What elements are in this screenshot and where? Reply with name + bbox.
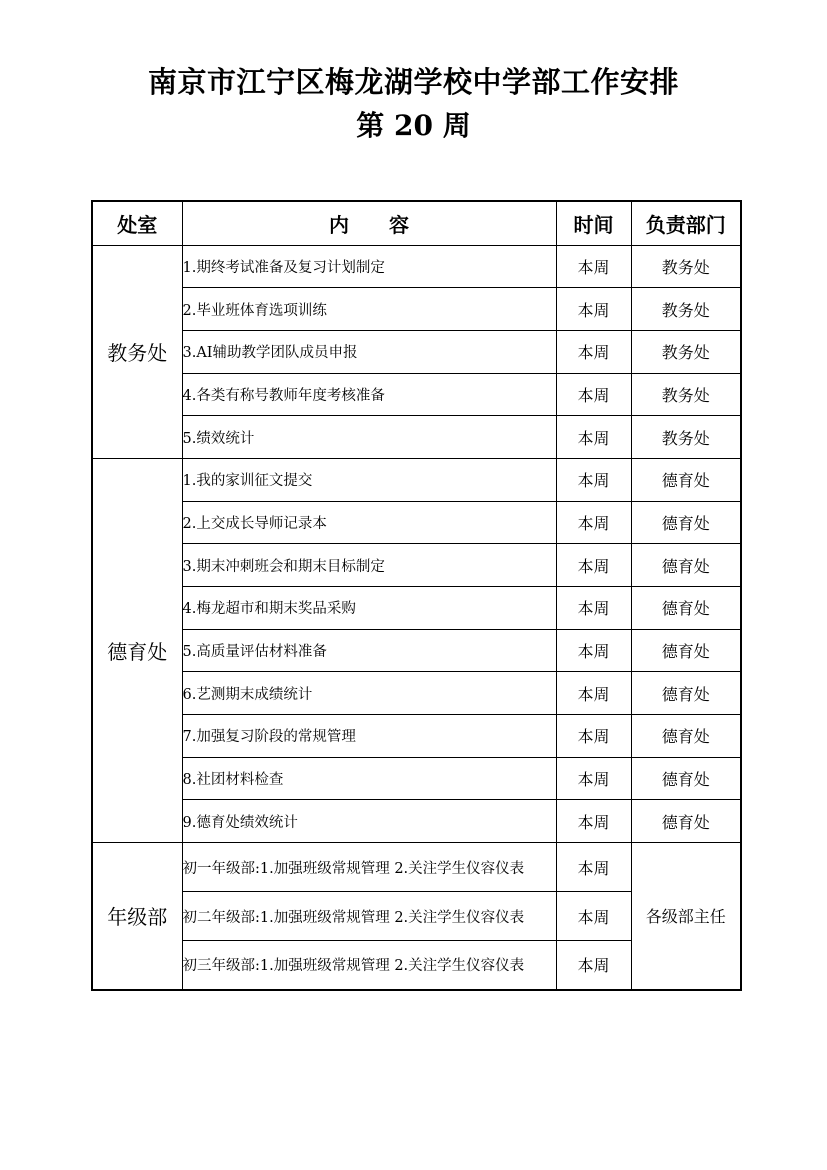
table-row: [92, 843, 741, 892]
department-cell: 德育处: [631, 757, 741, 800]
content-cell: 初二年级部:1.加强班级常规管理 2.关注学生仪容仪表: [182, 892, 556, 941]
content-cell: 4.梅龙超市和期末奖品采购: [182, 587, 556, 630]
department-cell: 德育处: [631, 501, 741, 544]
time-cell: 本周: [556, 672, 631, 715]
table-row: [92, 501, 741, 544]
time-cell: 本周: [556, 843, 631, 892]
header-office: 处室: [92, 201, 182, 245]
time-cell: 本周: [556, 757, 631, 800]
table-row: [92, 373, 741, 416]
header-department: 负责部门: [631, 201, 741, 245]
time-cell: 本周: [556, 587, 631, 630]
department-cell: 德育处: [631, 544, 741, 587]
office-group-nianjibu: 年级部: [92, 843, 182, 990]
content-cell: 2.上交成长导师记录本: [182, 501, 556, 544]
time-cell: 本周: [556, 800, 631, 843]
content-cell: 4.各类有称号教师年度考核准备: [182, 373, 556, 416]
department-cell: 德育处: [631, 587, 741, 630]
time-cell: 本周: [556, 629, 631, 672]
department-cell: 德育处: [631, 458, 741, 501]
table-row: [92, 629, 741, 672]
table-row: [92, 288, 741, 331]
time-cell: 本周: [556, 941, 631, 990]
time-cell: 本周: [556, 373, 631, 416]
office-group-deyuchu: 德育处: [92, 458, 182, 842]
table-row: [92, 587, 741, 630]
department-cell: 教务处: [631, 416, 741, 459]
document-title: 南京市江宁区梅龙湖学校中学部工作安排: [147, 65, 679, 99]
time-cell: 本周: [556, 544, 631, 587]
content-cell: 7.加强复习阶段的常规管理: [182, 715, 556, 758]
content-cell: 6.艺测期末成绩统计: [182, 672, 556, 715]
table-row: [92, 416, 741, 459]
table-row: [92, 330, 741, 373]
content-cell: 5.高质量评估材料准备: [182, 629, 556, 672]
table-row: [92, 672, 741, 715]
time-cell: 本周: [556, 288, 631, 331]
department-cell-merged: 各级部主任: [631, 843, 741, 990]
content-cell: 3.期末冲刺班会和期末目标制定: [182, 544, 556, 587]
work-schedule-table: [91, 200, 742, 991]
content-cell: 9.德育处绩效统计: [182, 800, 556, 843]
department-cell: 教务处: [631, 373, 741, 416]
table-header-row: [92, 201, 741, 245]
time-cell: 本周: [556, 245, 631, 288]
time-cell: 本周: [556, 501, 631, 544]
time-cell: 本周: [556, 715, 631, 758]
time-cell: 本周: [556, 330, 631, 373]
table-row: [92, 458, 741, 501]
content-cell: 8.社团材料检查: [182, 757, 556, 800]
department-cell: 教务处: [631, 288, 741, 331]
content-cell: 初三年级部:1.加强班级常规管理 2.关注学生仪容仪表: [182, 941, 556, 990]
content-cell: 2.毕业班体育选项训练: [182, 288, 556, 331]
department-cell: 德育处: [631, 715, 741, 758]
department-cell: 德育处: [631, 629, 741, 672]
department-cell: 教务处: [631, 245, 741, 288]
table-row: [92, 245, 741, 288]
content-cell: 1.我的家训征文提交: [182, 458, 556, 501]
content-cell: 3.AI辅助教学团队成员申报: [182, 330, 556, 373]
header-content: 内 容: [182, 201, 556, 245]
department-cell: 教务处: [631, 330, 741, 373]
time-cell: 本周: [556, 892, 631, 941]
table-row: [92, 800, 741, 843]
table-row: [92, 715, 741, 758]
document-subtitle: 第 20 周: [356, 109, 471, 143]
table-row: [92, 757, 741, 800]
header-time: 时间: [556, 201, 631, 245]
department-cell: 德育处: [631, 672, 741, 715]
time-cell: 本周: [556, 458, 631, 501]
time-cell: 本周: [556, 416, 631, 459]
content-cell: 初一年级部:1.加强班级常规管理 2.关注学生仪容仪表: [182, 843, 556, 892]
table-row: [92, 544, 741, 587]
content-cell: 1.期终考试准备及复习计划制定: [182, 245, 556, 288]
department-cell: 德育处: [631, 800, 741, 843]
office-group-jiaowuchu: 教务处: [92, 245, 182, 458]
content-cell: 5.绩效统计: [182, 416, 556, 459]
